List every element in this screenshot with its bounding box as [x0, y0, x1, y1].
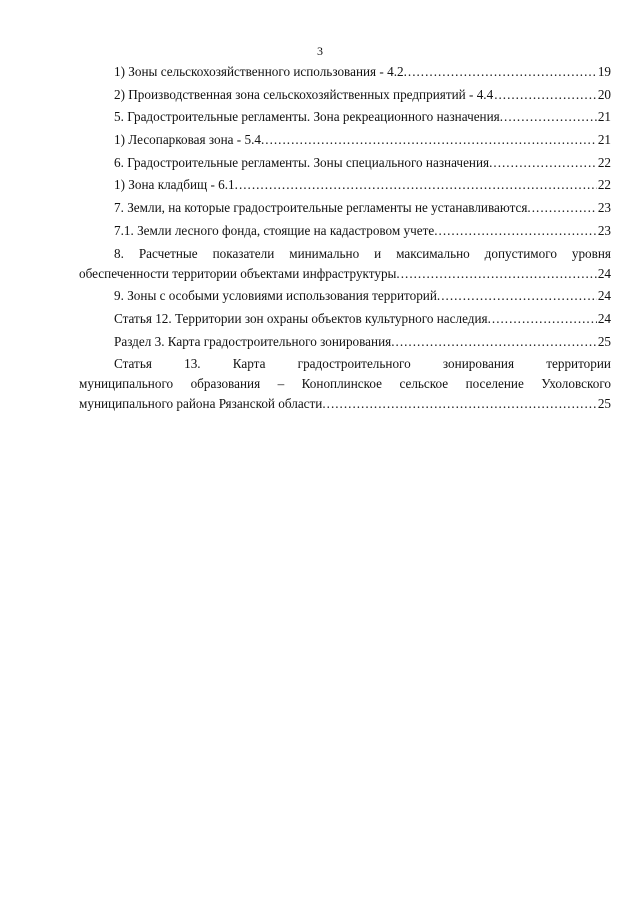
toc-entry-page: 24	[597, 265, 611, 281]
toc-entry-title-line2: муниципального образования – Коноплинское сельское поселение Ухоловского	[79, 376, 611, 392]
page-number: 3	[317, 44, 323, 58]
toc-leader-dots	[439, 221, 597, 241]
toc-leader-dots	[532, 198, 597, 218]
toc-entry-title: 7. Земли, на которые градостроительные регламенты не устанавливаются.	[114, 200, 531, 216]
toc-entry[interactable]	[79, 198, 611, 218]
toc-entry-title: 1) Зоны сельскохозяйственного использования - 4.2.	[114, 64, 407, 79]
toc-leader-dots	[396, 332, 597, 352]
toc-leader-dots	[504, 107, 597, 127]
toc-entry-page: 23	[597, 222, 611, 238]
toc-entry-title-line3: муниципального района Рязанской области.	[79, 396, 326, 412]
toc-leader-dots	[401, 264, 597, 284]
toc-entry-title: 7.1. Земли лесного фонда, стоящие на кадастровом учете.	[114, 222, 438, 238]
toc-entry-title: 2) Производственная зона сельскохозяйственных предприятий - 4.4	[114, 86, 494, 102]
toc-entry[interactable]	[79, 221, 611, 241]
toc-entry-page: 25	[597, 396, 611, 412]
toc-entry-page: 25	[597, 333, 611, 349]
toc-entry[interactable]	[79, 286, 611, 306]
toc-entry-title: Статья 12. Территории зон охраны объектов культурного наследия.	[114, 310, 491, 326]
toc-entry-page: 19	[597, 64, 611, 79]
toc-leader-dots	[408, 62, 597, 82]
toc-entry-page: 21	[597, 109, 611, 125]
toc-leader-dots	[493, 153, 596, 173]
toc-leader-dots	[327, 394, 597, 414]
toc-entry[interactable]	[79, 309, 611, 329]
toc-entry-title: Раздел 3. Карта градостроительного зонирования.	[114, 333, 395, 349]
toc-leader-dots	[441, 286, 597, 306]
toc-entry-page: 20	[597, 86, 611, 102]
toc-entry-multiline[interactable]	[79, 354, 611, 414]
toc-leader-dots	[494, 85, 597, 105]
toc-entry-title-line1: Статья 13. Карта градостроительного зонирования территории	[114, 356, 611, 372]
toc-leader-dots	[265, 130, 597, 150]
toc-entry[interactable]	[79, 332, 611, 352]
toc-entry-title: 1) Лесопарковая зона - 5.4.	[114, 132, 265, 148]
toc-entry-title-line1: 8. Расчетные показатели минимально и максимально допустимого уровня	[114, 245, 611, 261]
table-of-contents	[79, 62, 611, 417]
toc-entry-title: 6. Градостроительные регламенты. Зоны специального назначения.	[114, 154, 493, 170]
toc-entry-page: 23	[597, 200, 611, 216]
toc-entry[interactable]	[79, 175, 611, 195]
toc-entry[interactable]	[79, 85, 611, 105]
toc-entry[interactable]	[79, 130, 611, 150]
toc-entry[interactable]	[79, 107, 611, 127]
toc-entry-title: 5. Градостроительные регламенты. Зона рекреационного назначения.	[114, 109, 504, 125]
toc-entry-page: 21	[597, 132, 611, 148]
toc-entry-page: 24	[597, 288, 611, 304]
toc-entry-page: 22	[597, 154, 611, 170]
toc-entry-title-line2: обеспеченности территории объектами инфраструктуры.	[79, 265, 400, 281]
toc-entry-page: 24	[597, 310, 611, 326]
toc-entry-title: 1) Зона кладбищ - 6.1.	[114, 177, 238, 193]
toc-leader-dots	[492, 309, 597, 329]
toc-entry-multiline[interactable]	[79, 244, 611, 284]
toc-leader-dots	[239, 175, 597, 195]
toc-entry-title: 9. Зоны с особыми условиями использования территорий.	[114, 288, 441, 304]
toc-entry-page: 22	[597, 177, 611, 193]
toc-entry[interactable]	[79, 153, 611, 173]
toc-entry[interactable]	[79, 62, 611, 82]
